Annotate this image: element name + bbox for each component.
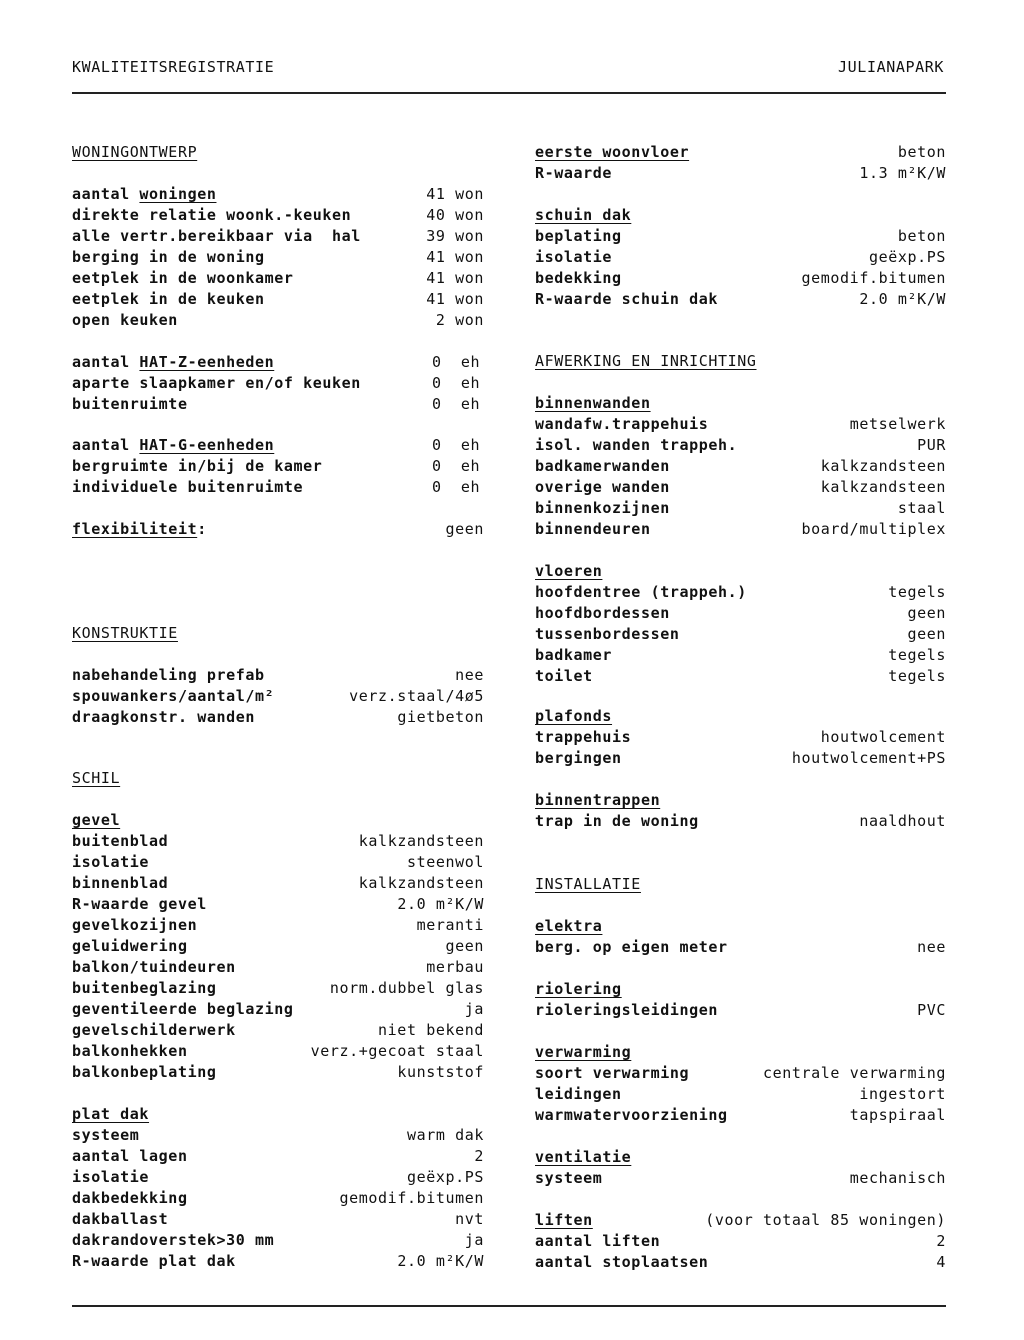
row bbox=[72, 289, 484, 310]
row bbox=[535, 1231, 946, 1252]
footer-rule bbox=[72, 1305, 946, 1307]
row-label: open keuken bbox=[72, 311, 178, 329]
row-value: kalkzandsteen bbox=[358, 832, 484, 850]
row-value: 2 bbox=[474, 1147, 484, 1165]
row bbox=[72, 268, 484, 289]
row bbox=[535, 603, 946, 624]
row-label: R-waarde bbox=[535, 164, 613, 182]
row-label: alle vertr.bereikbaar via hal bbox=[72, 227, 361, 245]
row-label-colon: : bbox=[197, 520, 207, 538]
subsection-title: binnentrappen bbox=[535, 791, 661, 809]
row-value: board/multiplex bbox=[801, 520, 946, 538]
row-label: dakballast bbox=[72, 1210, 169, 1228]
row-value: geen bbox=[445, 937, 484, 955]
row-label: rioleringsleidingen bbox=[535, 1001, 718, 1019]
row bbox=[535, 666, 946, 687]
row bbox=[72, 205, 484, 226]
row-label: buitenblad bbox=[72, 832, 169, 850]
row-value: norm.dubbel glas bbox=[329, 979, 484, 997]
row-label: isolatie bbox=[535, 248, 613, 266]
row-value: centrale verwarming bbox=[763, 1064, 946, 1082]
row bbox=[72, 373, 484, 394]
row-label: nabehandeling prefab bbox=[72, 666, 265, 684]
row bbox=[72, 894, 484, 915]
section-binnentrappen bbox=[535, 790, 946, 832]
section-title: AFWERKING EN INRICHTING bbox=[535, 352, 757, 370]
row-label: isolatie bbox=[72, 1168, 150, 1186]
subsection-title: elektra bbox=[535, 917, 603, 935]
row bbox=[535, 1084, 946, 1105]
section-verwarming bbox=[535, 1042, 946, 1126]
row bbox=[535, 519, 946, 540]
section-afwerking bbox=[535, 351, 946, 372]
row bbox=[535, 645, 946, 666]
section-riolering bbox=[535, 979, 946, 1021]
row-label: hoofdentree (trappeh.) bbox=[535, 583, 747, 601]
row-label: overige wanden bbox=[535, 478, 670, 496]
row-value: steenwol bbox=[406, 853, 484, 871]
row-value: PUR bbox=[917, 436, 946, 454]
row-value: beton bbox=[897, 143, 946, 161]
row-value: ja bbox=[464, 1000, 484, 1018]
row-value: nee bbox=[455, 666, 484, 684]
row-label-prefix: aantal bbox=[72, 436, 140, 454]
row-label: hoofdbordessen bbox=[535, 604, 670, 622]
row-value: 39 won bbox=[426, 227, 484, 245]
section-title: INSTALLATIE bbox=[535, 875, 641, 893]
row-label: bedekking bbox=[535, 269, 622, 287]
row bbox=[72, 915, 484, 936]
row bbox=[535, 811, 946, 832]
row-label: bergruimte in/bij de kamer bbox=[72, 457, 323, 475]
row-label: trappehuis bbox=[535, 728, 632, 746]
row-value: staal bbox=[897, 499, 946, 517]
row-label: balkonhekken bbox=[72, 1042, 188, 1060]
row-value: 4 bbox=[936, 1253, 946, 1271]
row bbox=[535, 435, 946, 456]
section-hat-g bbox=[72, 435, 484, 498]
row-label-prefix: aantal bbox=[72, 353, 140, 371]
row bbox=[535, 456, 946, 477]
row-value: merbau bbox=[426, 958, 484, 976]
row bbox=[535, 1105, 946, 1126]
subsection-title: gevel bbox=[72, 811, 121, 829]
row bbox=[535, 163, 946, 184]
row bbox=[72, 665, 484, 686]
row-label: spouwankers/aantal/m² bbox=[72, 687, 275, 705]
section-schuin-dak bbox=[535, 205, 946, 310]
row-value: geëxp.PS bbox=[406, 1168, 484, 1186]
row-label: aparte slaapkamer en/of keuken bbox=[72, 374, 361, 392]
row bbox=[72, 456, 484, 477]
row-label: R-waarde plat dak bbox=[72, 1252, 236, 1270]
row-value: PVC bbox=[917, 1001, 946, 1019]
row-value: geen bbox=[907, 625, 946, 643]
row bbox=[535, 748, 946, 769]
section-liften bbox=[535, 1210, 946, 1273]
row-label: warmwatervoorziening bbox=[535, 1106, 728, 1124]
row-label-underlined: eerste woonvloer bbox=[535, 143, 690, 161]
row bbox=[535, 268, 946, 289]
row-value: 2.0 m²K/W bbox=[397, 1252, 484, 1270]
row-label-underlined: HAT-Z-eenheden bbox=[139, 353, 275, 371]
row bbox=[535, 142, 946, 163]
row-label: geventileerde beglazing bbox=[72, 1000, 294, 1018]
row-label: leidingen bbox=[535, 1085, 622, 1103]
row-value: ja bbox=[464, 1231, 484, 1249]
row-value: geen bbox=[445, 520, 484, 538]
section-elektra bbox=[535, 916, 946, 958]
row-value: beton bbox=[897, 227, 946, 245]
row bbox=[72, 831, 484, 852]
subsection-title: plat dak bbox=[72, 1105, 150, 1123]
row-value: 0 eh bbox=[432, 457, 481, 475]
row bbox=[72, 226, 484, 247]
row bbox=[72, 852, 484, 873]
row bbox=[535, 1168, 946, 1189]
section-flexibiliteit bbox=[72, 519, 484, 540]
row bbox=[72, 1167, 484, 1188]
row bbox=[535, 624, 946, 645]
row bbox=[535, 1000, 946, 1021]
row bbox=[72, 1062, 484, 1083]
row-value: houtwolcement bbox=[820, 728, 946, 746]
section-title: SCHIL bbox=[72, 769, 121, 787]
row bbox=[72, 936, 484, 957]
row-value: 41 won bbox=[426, 248, 484, 266]
row-value: tegels bbox=[888, 646, 946, 664]
row-value: 0 eh bbox=[432, 436, 481, 454]
row-value: 2.0 m²K/W bbox=[859, 290, 946, 308]
row-label: soort verwarming bbox=[535, 1064, 690, 1082]
row bbox=[72, 707, 484, 728]
subsection-title: plafonds bbox=[535, 707, 613, 725]
row bbox=[535, 247, 946, 268]
row bbox=[72, 394, 484, 415]
row bbox=[72, 1146, 484, 1167]
row-value: 2 won bbox=[426, 311, 484, 329]
row bbox=[72, 184, 484, 205]
row-value: naaldhout bbox=[859, 812, 946, 830]
row-value: tegels bbox=[888, 667, 946, 685]
row-value: 41 won bbox=[426, 185, 484, 203]
row bbox=[535, 226, 946, 247]
row bbox=[72, 435, 484, 456]
row bbox=[72, 1251, 484, 1272]
row-label-prefix: aantal bbox=[72, 185, 140, 203]
row-value: 1.3 m²K/W bbox=[859, 164, 946, 182]
row bbox=[535, 1252, 946, 1273]
row-value: kalkzandsteen bbox=[358, 874, 484, 892]
row-label: direkte relatie woonk.-keuken bbox=[72, 206, 352, 224]
row bbox=[72, 1125, 484, 1146]
row-label: eetplek in de keuken bbox=[72, 290, 265, 308]
section-ventilatie bbox=[535, 1147, 946, 1189]
row bbox=[72, 978, 484, 999]
row-label: geluidwering bbox=[72, 937, 188, 955]
subsection-title: riolering bbox=[535, 980, 622, 998]
row-label: aantal liften bbox=[535, 1232, 661, 1250]
row bbox=[72, 247, 484, 268]
row-value: 2 bbox=[936, 1232, 946, 1250]
row bbox=[535, 414, 946, 435]
row-value: 41 won bbox=[426, 269, 484, 287]
row bbox=[72, 1188, 484, 1209]
row-label: trap in de woning bbox=[535, 812, 699, 830]
row-label: toilet bbox=[535, 667, 593, 685]
row-label-underlined: woningen bbox=[139, 185, 217, 203]
row bbox=[72, 999, 484, 1020]
row bbox=[535, 1063, 946, 1084]
row bbox=[72, 310, 484, 331]
row-label: binnenblad bbox=[72, 874, 169, 892]
row-label: systeem bbox=[72, 1126, 140, 1144]
row-label: badkamerwanden bbox=[535, 457, 670, 475]
subsection-title: vloeren bbox=[535, 562, 603, 580]
section-title: WONINGONTWERP bbox=[72, 143, 198, 161]
row-value: niet bekend bbox=[378, 1021, 484, 1039]
row-value: nvt bbox=[455, 1210, 484, 1228]
row-label: individuele buitenruimte bbox=[72, 478, 304, 496]
row bbox=[72, 686, 484, 707]
header-rule bbox=[72, 92, 946, 94]
section-vloeren bbox=[535, 561, 946, 687]
row-value: 0 eh bbox=[432, 478, 481, 496]
row-label: beplating bbox=[535, 227, 622, 245]
row bbox=[535, 477, 946, 498]
row-value: geen bbox=[907, 604, 946, 622]
row bbox=[72, 957, 484, 978]
row-label-underlined: flexibiliteit bbox=[72, 520, 198, 538]
header-project: JULIANAPARK bbox=[838, 58, 944, 76]
row bbox=[72, 519, 484, 540]
row-value: 0 eh bbox=[432, 353, 481, 371]
subsection-title: binnenwanden bbox=[535, 394, 651, 412]
row bbox=[535, 727, 946, 748]
row-label: binnenkozijnen bbox=[535, 499, 670, 517]
section-schil bbox=[72, 768, 484, 1272]
subsection-title: ventilatie bbox=[535, 1148, 632, 1166]
section-woningontwerp bbox=[72, 142, 484, 331]
row-value: verz.+gecoat staal bbox=[310, 1042, 484, 1060]
subsection-title: verwarming bbox=[535, 1043, 632, 1061]
row-value: 0 eh bbox=[432, 374, 481, 392]
row bbox=[535, 498, 946, 519]
row-value: 2.0 m²K/W bbox=[397, 895, 484, 913]
row-value: 41 won bbox=[426, 290, 484, 308]
row-value: geëxp.PS bbox=[868, 248, 946, 266]
row-label-underlined: HAT-G-eenheden bbox=[139, 436, 275, 454]
section-konstruktie bbox=[72, 623, 484, 728]
row-label: balkonbeplating bbox=[72, 1063, 217, 1081]
row-value: mechanisch bbox=[849, 1169, 946, 1187]
row-label: isolatie bbox=[72, 853, 150, 871]
section-title: KONSTRUKTIE bbox=[72, 624, 178, 642]
row bbox=[72, 873, 484, 894]
section-plafonds bbox=[535, 706, 946, 769]
row-label: aantal stoplaatsen bbox=[535, 1253, 709, 1271]
row bbox=[535, 582, 946, 603]
row-label: berg. op eigen meter bbox=[535, 938, 728, 956]
row-value: 40 won bbox=[426, 206, 484, 224]
row bbox=[535, 289, 946, 310]
row bbox=[535, 937, 946, 958]
row-label: isol. wanden trappeh. bbox=[535, 436, 738, 454]
row-label: R-waarde gevel bbox=[72, 895, 207, 913]
row bbox=[72, 1020, 484, 1041]
row-label: buitenruimte bbox=[72, 395, 188, 413]
row-label: tussenbordessen bbox=[535, 625, 680, 643]
section-installatie bbox=[535, 874, 946, 895]
section-binnenwanden bbox=[535, 393, 946, 540]
row-value: gemodif.bitumen bbox=[339, 1189, 484, 1207]
row-label: balkon/tuindeuren bbox=[72, 958, 236, 976]
section-woonvloer bbox=[535, 142, 946, 184]
header-title: KWALITEITSREGISTRATIE bbox=[72, 58, 275, 76]
row-label: gevelschilderwerk bbox=[72, 1021, 236, 1039]
row-label: bergingen bbox=[535, 749, 622, 767]
row-label: buitenbeglazing bbox=[72, 979, 217, 997]
row-label: wandafw.trappehuis bbox=[535, 415, 709, 433]
row-label: berging in de woning bbox=[72, 248, 265, 266]
row-value: warm dak bbox=[406, 1126, 484, 1144]
row-value: tegels bbox=[888, 583, 946, 601]
row bbox=[72, 1209, 484, 1230]
row bbox=[72, 1230, 484, 1251]
row-value: meranti bbox=[416, 916, 484, 934]
row-value: houtwolcement+PS bbox=[791, 749, 946, 767]
row-label: dakrandoverstek>30 mm bbox=[72, 1231, 275, 1249]
row-value: nee bbox=[917, 938, 946, 956]
row-value: 0 eh bbox=[432, 395, 481, 413]
liften-note: (voor totaal 85 woningen) bbox=[705, 1211, 946, 1229]
row-label: dakbedekking bbox=[72, 1189, 188, 1207]
row-label: draagkonstr. wanden bbox=[72, 708, 255, 726]
row-label: R-waarde schuin dak bbox=[535, 290, 718, 308]
row-value: kunststof bbox=[397, 1063, 484, 1081]
row-value: gietbeton bbox=[397, 708, 484, 726]
row-label: systeem bbox=[535, 1169, 603, 1187]
row-value: verz.staal/4ø5 bbox=[349, 687, 484, 705]
section-hat-z bbox=[72, 352, 484, 415]
row-label: gevelkozijnen bbox=[72, 916, 198, 934]
row-value: kalkzandsteen bbox=[820, 478, 946, 496]
row-value: tapspiraal bbox=[849, 1106, 946, 1124]
row bbox=[72, 477, 484, 498]
subsection-title: liften bbox=[535, 1211, 593, 1229]
row-label: badkamer bbox=[535, 646, 613, 664]
subsection-title: schuin dak bbox=[535, 206, 632, 224]
row-value: kalkzandsteen bbox=[820, 457, 946, 475]
row bbox=[72, 352, 484, 373]
row-value: gemodif.bitumen bbox=[801, 269, 946, 287]
row-label: binnendeuren bbox=[535, 520, 651, 538]
row-label: aantal lagen bbox=[72, 1147, 188, 1165]
row-value: metselwerk bbox=[849, 415, 946, 433]
row-label: eetplek in de woonkamer bbox=[72, 269, 294, 287]
row-value: ingestort bbox=[859, 1085, 946, 1103]
row bbox=[72, 1041, 484, 1062]
